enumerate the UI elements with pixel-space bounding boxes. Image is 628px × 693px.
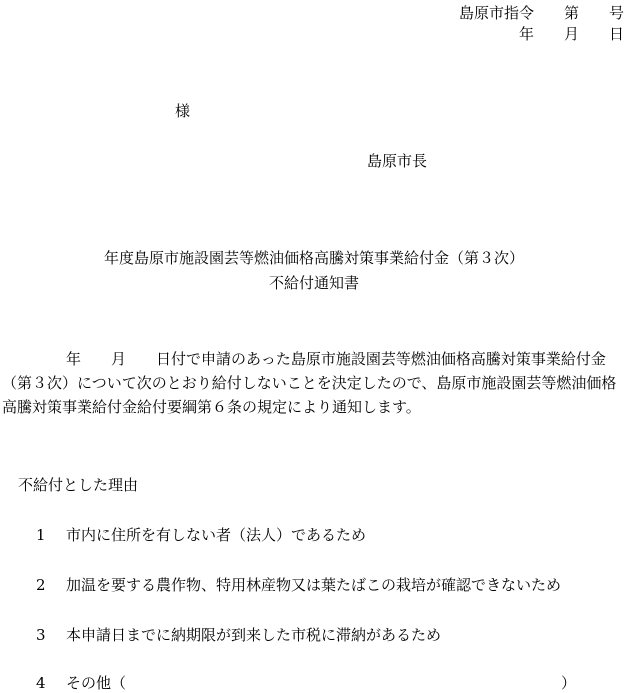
reason-text: 本申請日までに納期限が到来した市税に滞納があるため — [66, 626, 442, 644]
reason-text: 市内に住所を有しない者（法人）であるため — [66, 526, 367, 544]
reason-item — [36, 574, 561, 595]
document-title: 年度島原市施設園芸等燃油価格高騰対策事業給付金（第３次） — [103, 249, 524, 267]
reason-text: 加温を要する農作物、特用林産物又は葉たばこの栽培が確認できないため — [66, 576, 562, 594]
sender-name: 島原市長 — [367, 152, 428, 170]
reason-number: 3 — [36, 626, 46, 644]
notice-paragraph-text: 年 月 日付で申請のあった島原市施設園芸等燃油価格高騰対策事業給付金（第３次）について次のとおり給付しないことを決定したので、島原市施設園芸等燃油価格高騰対策事業給付金給付要綱第６条の規定により通知します。 — [2, 350, 617, 416]
reason-text: その他（ — [66, 674, 127, 692]
reason-other-close-paren: ） — [560, 674, 576, 692]
reasons-heading: 不給付とした理由 — [18, 476, 139, 494]
issue-date: 年 月 日 — [518, 25, 624, 43]
reason-item — [36, 524, 366, 545]
reference-number: 島原市指令 第 号 — [458, 4, 624, 22]
reason-item — [36, 624, 441, 645]
notice-paragraph — [2, 347, 626, 419]
reason-number: 4 — [36, 674, 46, 692]
reason-number: 1 — [36, 526, 46, 544]
reason-number: 2 — [36, 576, 46, 594]
document-subtitle: 不給付通知書 — [268, 274, 359, 292]
addressee-honorific: 様 — [175, 102, 191, 120]
